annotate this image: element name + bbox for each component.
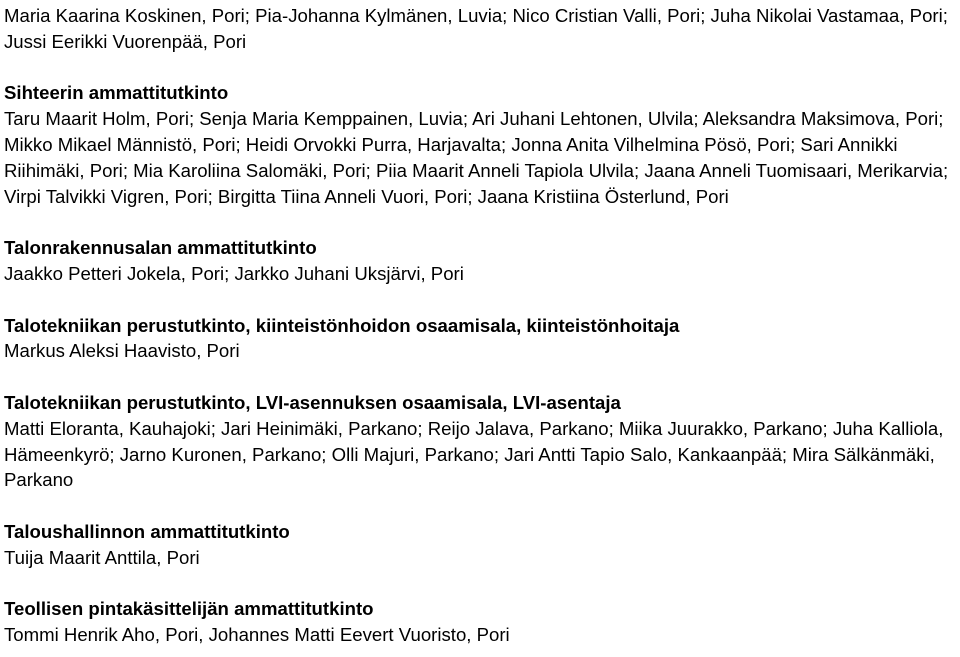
section-sihteerin <box>4 80 956 209</box>
section-names: Taru Maarit Holm, Pori; Senja Maria Kemppainen, Luvia; Ari Juhani Lehtonen, Ulvila; Aleksandra Maksimova, Pori; Mikko Mikael Männistö, Pori; Heidi Orvokki Purra, Harjavalta; Jonna Anita Vilhelmina Pösö, Pori; Sari Annikki Riihimäki, Pori; Mia Karoliina Salomäki, Pori; Piia Maarit Anneli Tapiola Ulvila; Jaana Anneli Tuomisaari, Merikarvia; Virpi Talvikki Vigren, Pori; Birgitta Tiina Anneli Vuori, Pori; Jaana Kristiina Österlund, Pori <box>4 108 949 207</box>
section-pintakasittelija <box>4 596 956 648</box>
section-names: Tommi Henrik Aho, Pori, Johannes Matti Eevert Vuoristo, Pori <box>4 624 510 646</box>
section-heading: Talotekniikan perustutkinto, kiinteistönhoidon osaamisala, kiinteistönhoitaja <box>4 314 680 336</box>
section-heading: Talonrakennusalan ammattitutkinto <box>4 237 317 259</box>
section-taloushallinnon <box>4 519 956 571</box>
section-heading: Teollisen pintakäsittelijän ammattitutkinto <box>4 598 374 620</box>
section-talonrakennusalan <box>4 235 956 287</box>
section-names: Jaakko Petteri Jokela, Pori; Jarkko Juhani Uksjärvi, Pori <box>4 262 464 284</box>
section-lvi-asentaja <box>4 390 956 493</box>
section-names: Markus Aleksi Haavisto, Pori <box>4 340 240 362</box>
section-names: Matti Eloranta, Kauhajoki; Jari Heinimäki, Parkano; Reijo Jalava, Parkano; Miika Juurakko, Parkano; Juha Kalliola, Hämeenkyrö; Jarno Kuronen, Parkano; Olli Majuri, Parkano; Jari Antti Tapio Salo, Kankaanpää; Mira Sälkänmäki, Parkano <box>4 417 944 491</box>
section-kiinteistonhoitaja <box>4 313 956 365</box>
intro-names-paragraph: Maria Kaarina Koskinen, Pori; Pia-Johanna Kylmänen, Luvia; Nico Cristian Valli, Pori; Juha Nikolai Vastamaa, Pori; Jussi Eerikki Vuorenpää, Pori <box>4 5 948 52</box>
section-heading: Sihteerin ammattitutkinto <box>4 82 229 104</box>
section-names: Tuija Maarit Anttila, Pori <box>4 546 200 568</box>
section-heading: Talotekniikan perustutkinto, LVI-asennuksen osaamisala, LVI-asentaja <box>4 391 621 413</box>
section-heading: Taloushallinnon ammattitutkinto <box>4 520 290 542</box>
